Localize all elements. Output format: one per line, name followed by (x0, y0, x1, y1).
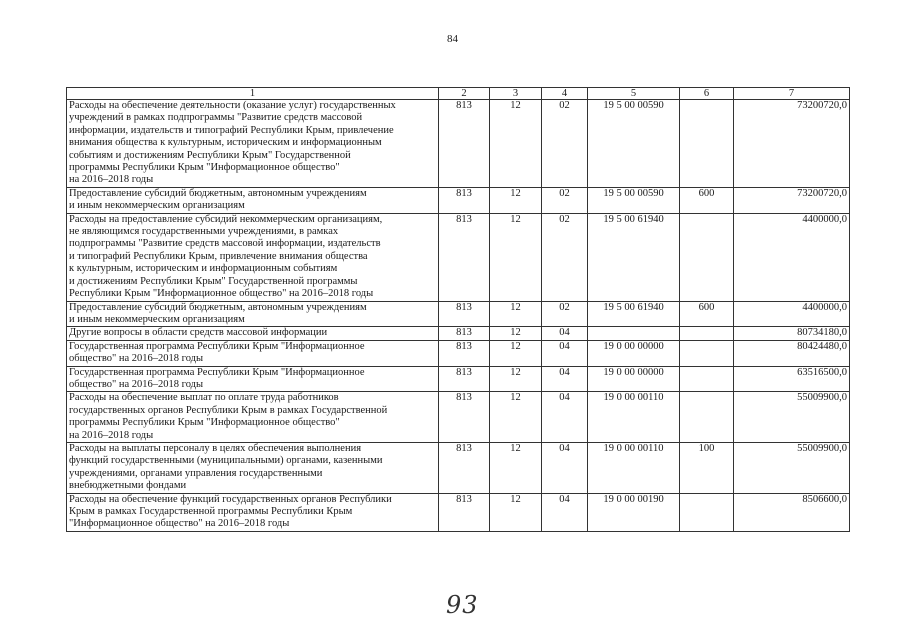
row-description: Государственная программа Республики Крым "Информационное общество" на 2016–2018 годы (67, 366, 439, 392)
ministry-code: 813 (439, 340, 490, 366)
ministry-code: 813 (439, 442, 490, 493)
target-article-code: 19 0 00 00110 (588, 442, 680, 493)
table-row (67, 366, 850, 392)
row-description: Расходы на обеспечение функций государственных органов Республики Крым в рамках Государственной программы Республики Крым "Информационное общество" на 2016–2018 годы (67, 493, 439, 531)
ministry-code: 813 (439, 301, 490, 327)
section-code: 12 (490, 366, 542, 392)
subsection-code: 04 (542, 442, 588, 493)
amount: 55009900,0 (734, 392, 850, 443)
subsection-code: 02 (542, 187, 588, 213)
amount: 80424480,0 (734, 340, 850, 366)
section-code: 12 (490, 213, 542, 301)
subsection-code: 04 (542, 366, 588, 392)
amount: 8506600,0 (734, 493, 850, 531)
target-article-code: 19 5 00 00590 (588, 100, 680, 188)
expense-type-code (680, 340, 734, 366)
subsection-code: 04 (542, 340, 588, 366)
target-article-code: 19 0 00 00000 (588, 366, 680, 392)
column-header: 5 (588, 88, 680, 100)
expense-type-code: 100 (680, 442, 734, 493)
ministry-code: 813 (439, 493, 490, 531)
row-description: Расходы на выплаты персоналу в целях обеспечения выполнения функций государственными (муниципальными) органами, казенными учреждениями, органами управления государственными внебюджетными фондами (67, 442, 439, 493)
expense-type-code (680, 100, 734, 188)
table-row (67, 100, 850, 188)
ministry-code: 813 (439, 327, 490, 340)
subsection-code: 02 (542, 301, 588, 327)
target-article-code: 19 5 00 61940 (588, 301, 680, 327)
section-code: 12 (490, 392, 542, 443)
expense-type-code (680, 392, 734, 443)
amount: 73200720,0 (734, 187, 850, 213)
section-code: 12 (490, 340, 542, 366)
section-code: 12 (490, 100, 542, 188)
amount: 4400000,0 (734, 301, 850, 327)
column-header: 7 (734, 88, 850, 100)
amount: 80734180,0 (734, 327, 850, 340)
expense-type-code: 600 (680, 187, 734, 213)
table-row (67, 392, 850, 443)
table-row (67, 327, 850, 340)
column-header: 2 (439, 88, 490, 100)
expense-type-code (680, 366, 734, 392)
row-description: Расходы на предоставление субсидий некоммерческим организациям, не являющимся государственными учреждениями, в рамках подпрограммы "Развитие средств массовой информации, издательств и типографий Республики Крым, привлечение внимания общества к культурным, историческим и информационным событиям и достижениям Республики Крым" Государственной программы Республики Крым "Информационное общество" на 2016–2018 годы (67, 213, 439, 301)
section-code: 12 (490, 327, 542, 340)
section-code: 12 (490, 442, 542, 493)
row-description: Расходы на обеспечение деятельности (оказание услуг) государственных учреждений в рамках подпрограммы "Развитие средств массовой информации, издательств и типографий Республики Крым, привлечение внимания общества к культурным, историческим и информационным событиям и достижениям Республики Крым" Государственной программы Республики Крым "Информационное общество" на 2016–2018 годы (67, 100, 439, 188)
expense-type-code (680, 327, 734, 340)
ministry-code: 813 (439, 100, 490, 188)
subsection-code: 02 (542, 213, 588, 301)
amount: 55009900,0 (734, 442, 850, 493)
ministry-code: 813 (439, 366, 490, 392)
amount: 4400000,0 (734, 213, 850, 301)
target-article-code: 19 0 00 00110 (588, 392, 680, 443)
row-description: Другие вопросы в области средств массовой информации (67, 327, 439, 340)
column-header: 3 (490, 88, 542, 100)
column-header: 1 (67, 88, 439, 100)
expense-type-code (680, 493, 734, 531)
target-article-code: 19 0 00 00190 (588, 493, 680, 531)
target-article-code: 19 0 00 00000 (588, 340, 680, 366)
row-description: Государственная программа Республики Крым "Информационное общество" на 2016–2018 годы (67, 340, 439, 366)
amount: 63516500,0 (734, 366, 850, 392)
table-row (67, 301, 850, 327)
table-row (67, 493, 850, 531)
expense-type-code: 600 (680, 301, 734, 327)
budget-table (66, 87, 850, 532)
column-header: 6 (680, 88, 734, 100)
ministry-code: 813 (439, 392, 490, 443)
expense-type-code (680, 213, 734, 301)
section-code: 12 (490, 187, 542, 213)
table-row (67, 442, 850, 493)
table-header-row (67, 88, 850, 100)
section-code: 12 (490, 493, 542, 531)
table-row (67, 213, 850, 301)
target-article-code (588, 327, 680, 340)
target-article-code: 19 5 00 00590 (588, 187, 680, 213)
handwritten-page-mark: 93 (446, 591, 479, 619)
column-header: 4 (542, 88, 588, 100)
subsection-code: 04 (542, 327, 588, 340)
ministry-code: 813 (439, 187, 490, 213)
row-description: Предоставление субсидий бюджетным, автономным учреждениям и иным некоммерческим организациям (67, 187, 439, 213)
subsection-code: 04 (542, 493, 588, 531)
target-article-code: 19 5 00 61940 (588, 213, 680, 301)
table-row (67, 340, 850, 366)
page-number: 84 (447, 33, 458, 45)
subsection-code: 04 (542, 392, 588, 443)
subsection-code: 02 (542, 100, 588, 188)
ministry-code: 813 (439, 213, 490, 301)
row-description: Предоставление субсидий бюджетным, автономным учреждениям и иным некоммерческим организациям (67, 301, 439, 327)
amount: 73200720,0 (734, 100, 850, 188)
section-code: 12 (490, 301, 542, 327)
row-description: Расходы на обеспечение выплат по оплате труда работников государственных органов Республики Крым в рамках Государственной программы Республики Крым "Информационное общество" на 2016–2018 годы (67, 392, 439, 443)
table-row (67, 187, 850, 213)
